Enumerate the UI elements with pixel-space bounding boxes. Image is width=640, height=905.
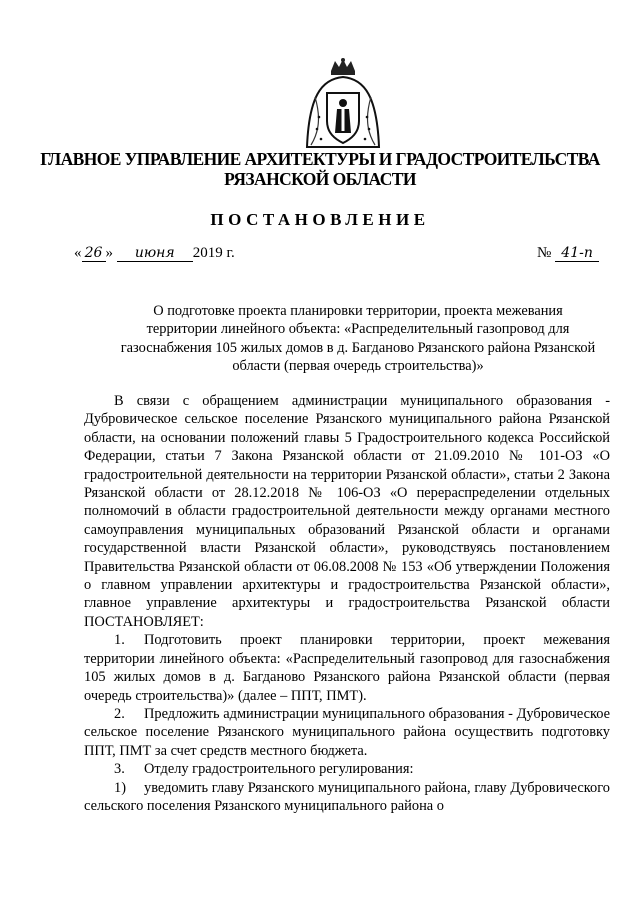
number-prefix: №: [537, 245, 552, 261]
date-year: 2019 г.: [192, 245, 235, 261]
document-title: ПОСТАНОВЛЕНИЕ: [210, 210, 430, 229]
item-text: Отделу градостроительного регулирования:: [144, 761, 414, 778]
item-number: 1): [114, 779, 126, 796]
item-number: 3.: [114, 761, 125, 778]
item-number: 1.: [114, 632, 125, 649]
item-text: Подготовить проект планировки территории, проект межевания территории линейного объекта: «Распределительный газопровод для газоснабжения 105 жилых домов в д. Багданово Рязанского района Рязанской области (первая очередь строительства)» (далее – ППТ, ПМТ).: [84, 632, 610, 704]
document-subject: О подготовке проекта планировки территории, проекта межевания территории линейного объекта: «Распределительный газопровод для газоснабжения 105 жилых домов в д. Багданово Рязанского района Рязанской области (первая очередь строительства)»: [120, 303, 596, 375]
organization-name-line2: РЯЗАНСКОЙ ОБЛАСТИ: [224, 169, 416, 189]
date-open-quote: «: [74, 245, 82, 261]
document-body: [84, 392, 610, 815]
list-item: [84, 631, 610, 705]
document-date: [74, 245, 235, 262]
item-text: уведомить главу Рязанского муниципального района, главу Дубровического сельского поселения Рязанского муниципального района о: [84, 779, 610, 814]
document-number: [537, 245, 599, 262]
number-value: 41-п: [555, 245, 599, 262]
date-close-quote: »: [105, 245, 113, 261]
organization-name-line1: ГЛАВНОЕ УПРАВЛЕНИЕ АРХИТЕКТУРЫ И ГРАДОСТРОИТЕЛЬСТВА: [40, 149, 600, 169]
body-intro-paragraph: В связи с обращением администрации муниципального образования - Дубровическое сельское поселение Рязанского муниципального района Рязанской области, на основании положений главы 5 Градостроительного кодекса Российской Федерации, статьи 7 Закона Рязанской области от 21.09.2010 № 101-ОЗ «О градостроительной деятельности на территории Рязанской области», статьи 2 Закона Рязанской области от 28.12.2018 № 106-ОЗ «О перераспределении отдельных полномочий в области градостроительной деятельности между органами местного самоуправления муниципальных образований Рязанской области и органами государственной власти Рязанской области», руководствуясь постановлением Правительства Рязанской области от 06.08.2008 № 153 «Об утверждении Положения о главном управлении архитектуры и градостроительства Рязанской области», главное управление архитектуры и градостроительства Рязанской области ПОСТАНОВЛЯЕТ:: [84, 393, 610, 630]
date-month: июня: [117, 245, 193, 262]
list-item: [84, 760, 610, 778]
list-item: [84, 779, 610, 816]
list-item: [84, 705, 610, 760]
coat-of-arms-emblem: [301, 57, 385, 157]
item-text: Предложить администрации муниципального образования - Дубровическое сельское поселение Рязанского муниципального района осуществить подготовку ППТ, ПМТ за счет средств местного бюджета.: [84, 705, 610, 759]
item-number: 2.: [114, 705, 125, 722]
date-day: 26: [82, 245, 106, 262]
